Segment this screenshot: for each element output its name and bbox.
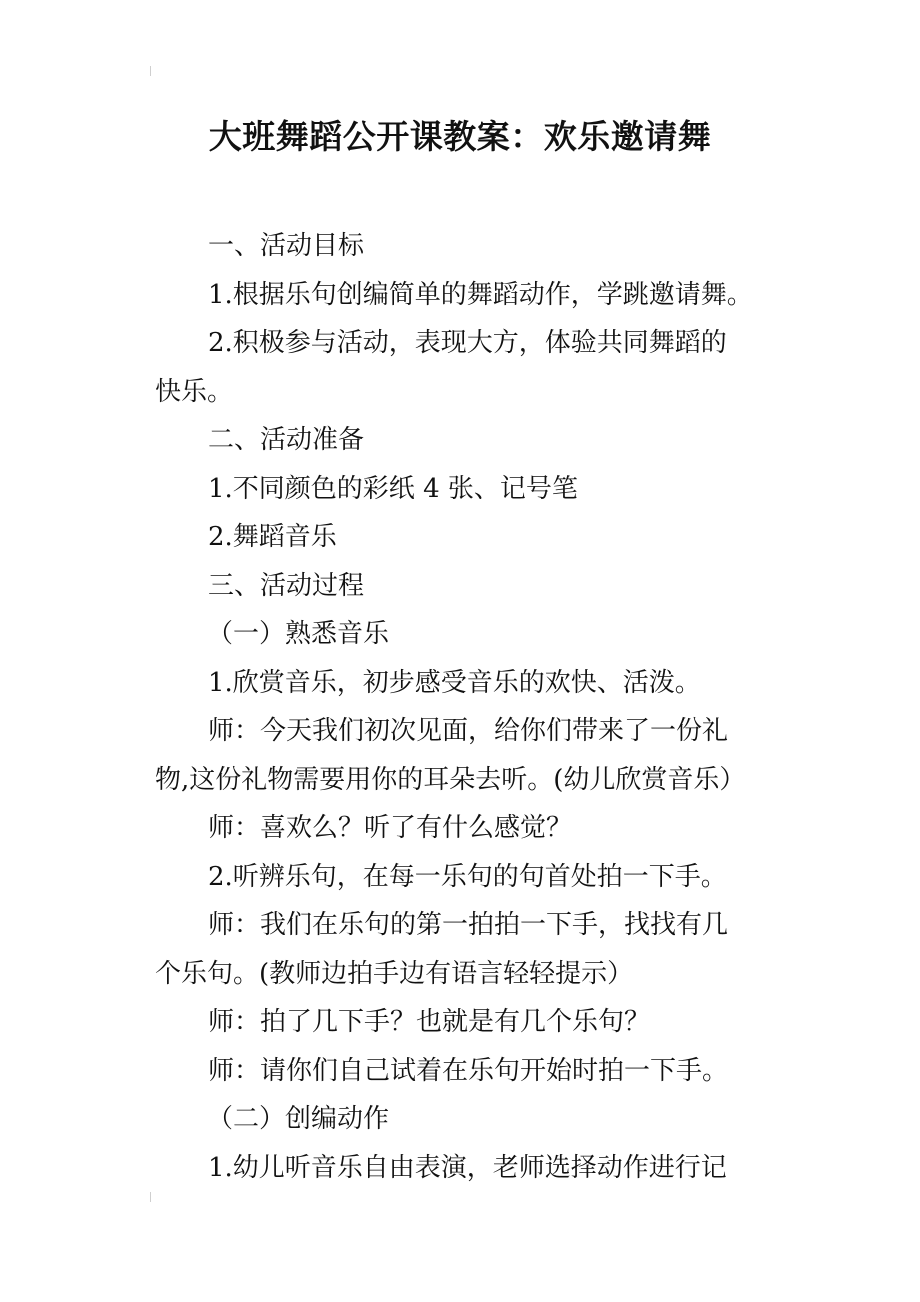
section-heading: 一、活动目标 <box>208 231 365 261</box>
paragraph: 2.听辨乐句，在每一乐句的句首处拍一下手。 <box>208 861 727 892</box>
section-heading: 二、活动准备 <box>208 425 365 455</box>
paragraph: 1.欣赏音乐，初步感受音乐的欢快、活泼。 <box>208 667 701 698</box>
paragraph: 师：我们在乐句的第一拍拍一下手，找找有几 <box>208 910 729 940</box>
paragraph-continuation: 快乐。 <box>155 376 234 407</box>
paragraph-continuation: 个乐句。(教师边拍手边有语言轻轻提示） <box>155 958 634 989</box>
corner-crop-mark <box>150 1192 157 1202</box>
paragraph: 师：今天我们初次见面，给你们带来了一份礼 <box>208 716 729 746</box>
paragraph: 2.舞蹈音乐 <box>208 522 337 552</box>
subsection-heading: （一）熟悉音乐 <box>207 619 390 649</box>
paragraph: 1.根据乐句创编简单的舞蹈动作，学跳邀请舞。 <box>208 279 753 310</box>
section-heading: 三、活动过程 <box>208 570 365 601</box>
document-body <box>155 222 773 1192</box>
paragraph-continuation: 物,这份礼物需要用你的耳朵去听。(幼儿欣赏音乐） <box>155 764 746 795</box>
document-title: 大班舞蹈公开课教案：欢乐邀请舞 <box>208 117 712 156</box>
paragraph: 师：请你们自己试着在乐句开始时拍一下手。 <box>208 1055 729 1086</box>
paragraph: 2.积极参与活动，表现大方，体验共同舞蹈的 <box>208 328 727 358</box>
subsection-heading: （二）创编动作 <box>207 1104 390 1134</box>
paragraph: 师：喜欢么？听了有什么感觉？ <box>208 813 573 843</box>
paragraph: 1.不同颜色的彩纸 4 张、记号笔 <box>208 473 578 504</box>
paragraph: 1.幼儿听音乐自由表演，老师选择动作进行记 <box>208 1152 727 1183</box>
corner-crop-mark <box>150 66 157 76</box>
paragraph: 师：拍了几下手？也就是有几个乐句？ <box>208 1007 651 1037</box>
